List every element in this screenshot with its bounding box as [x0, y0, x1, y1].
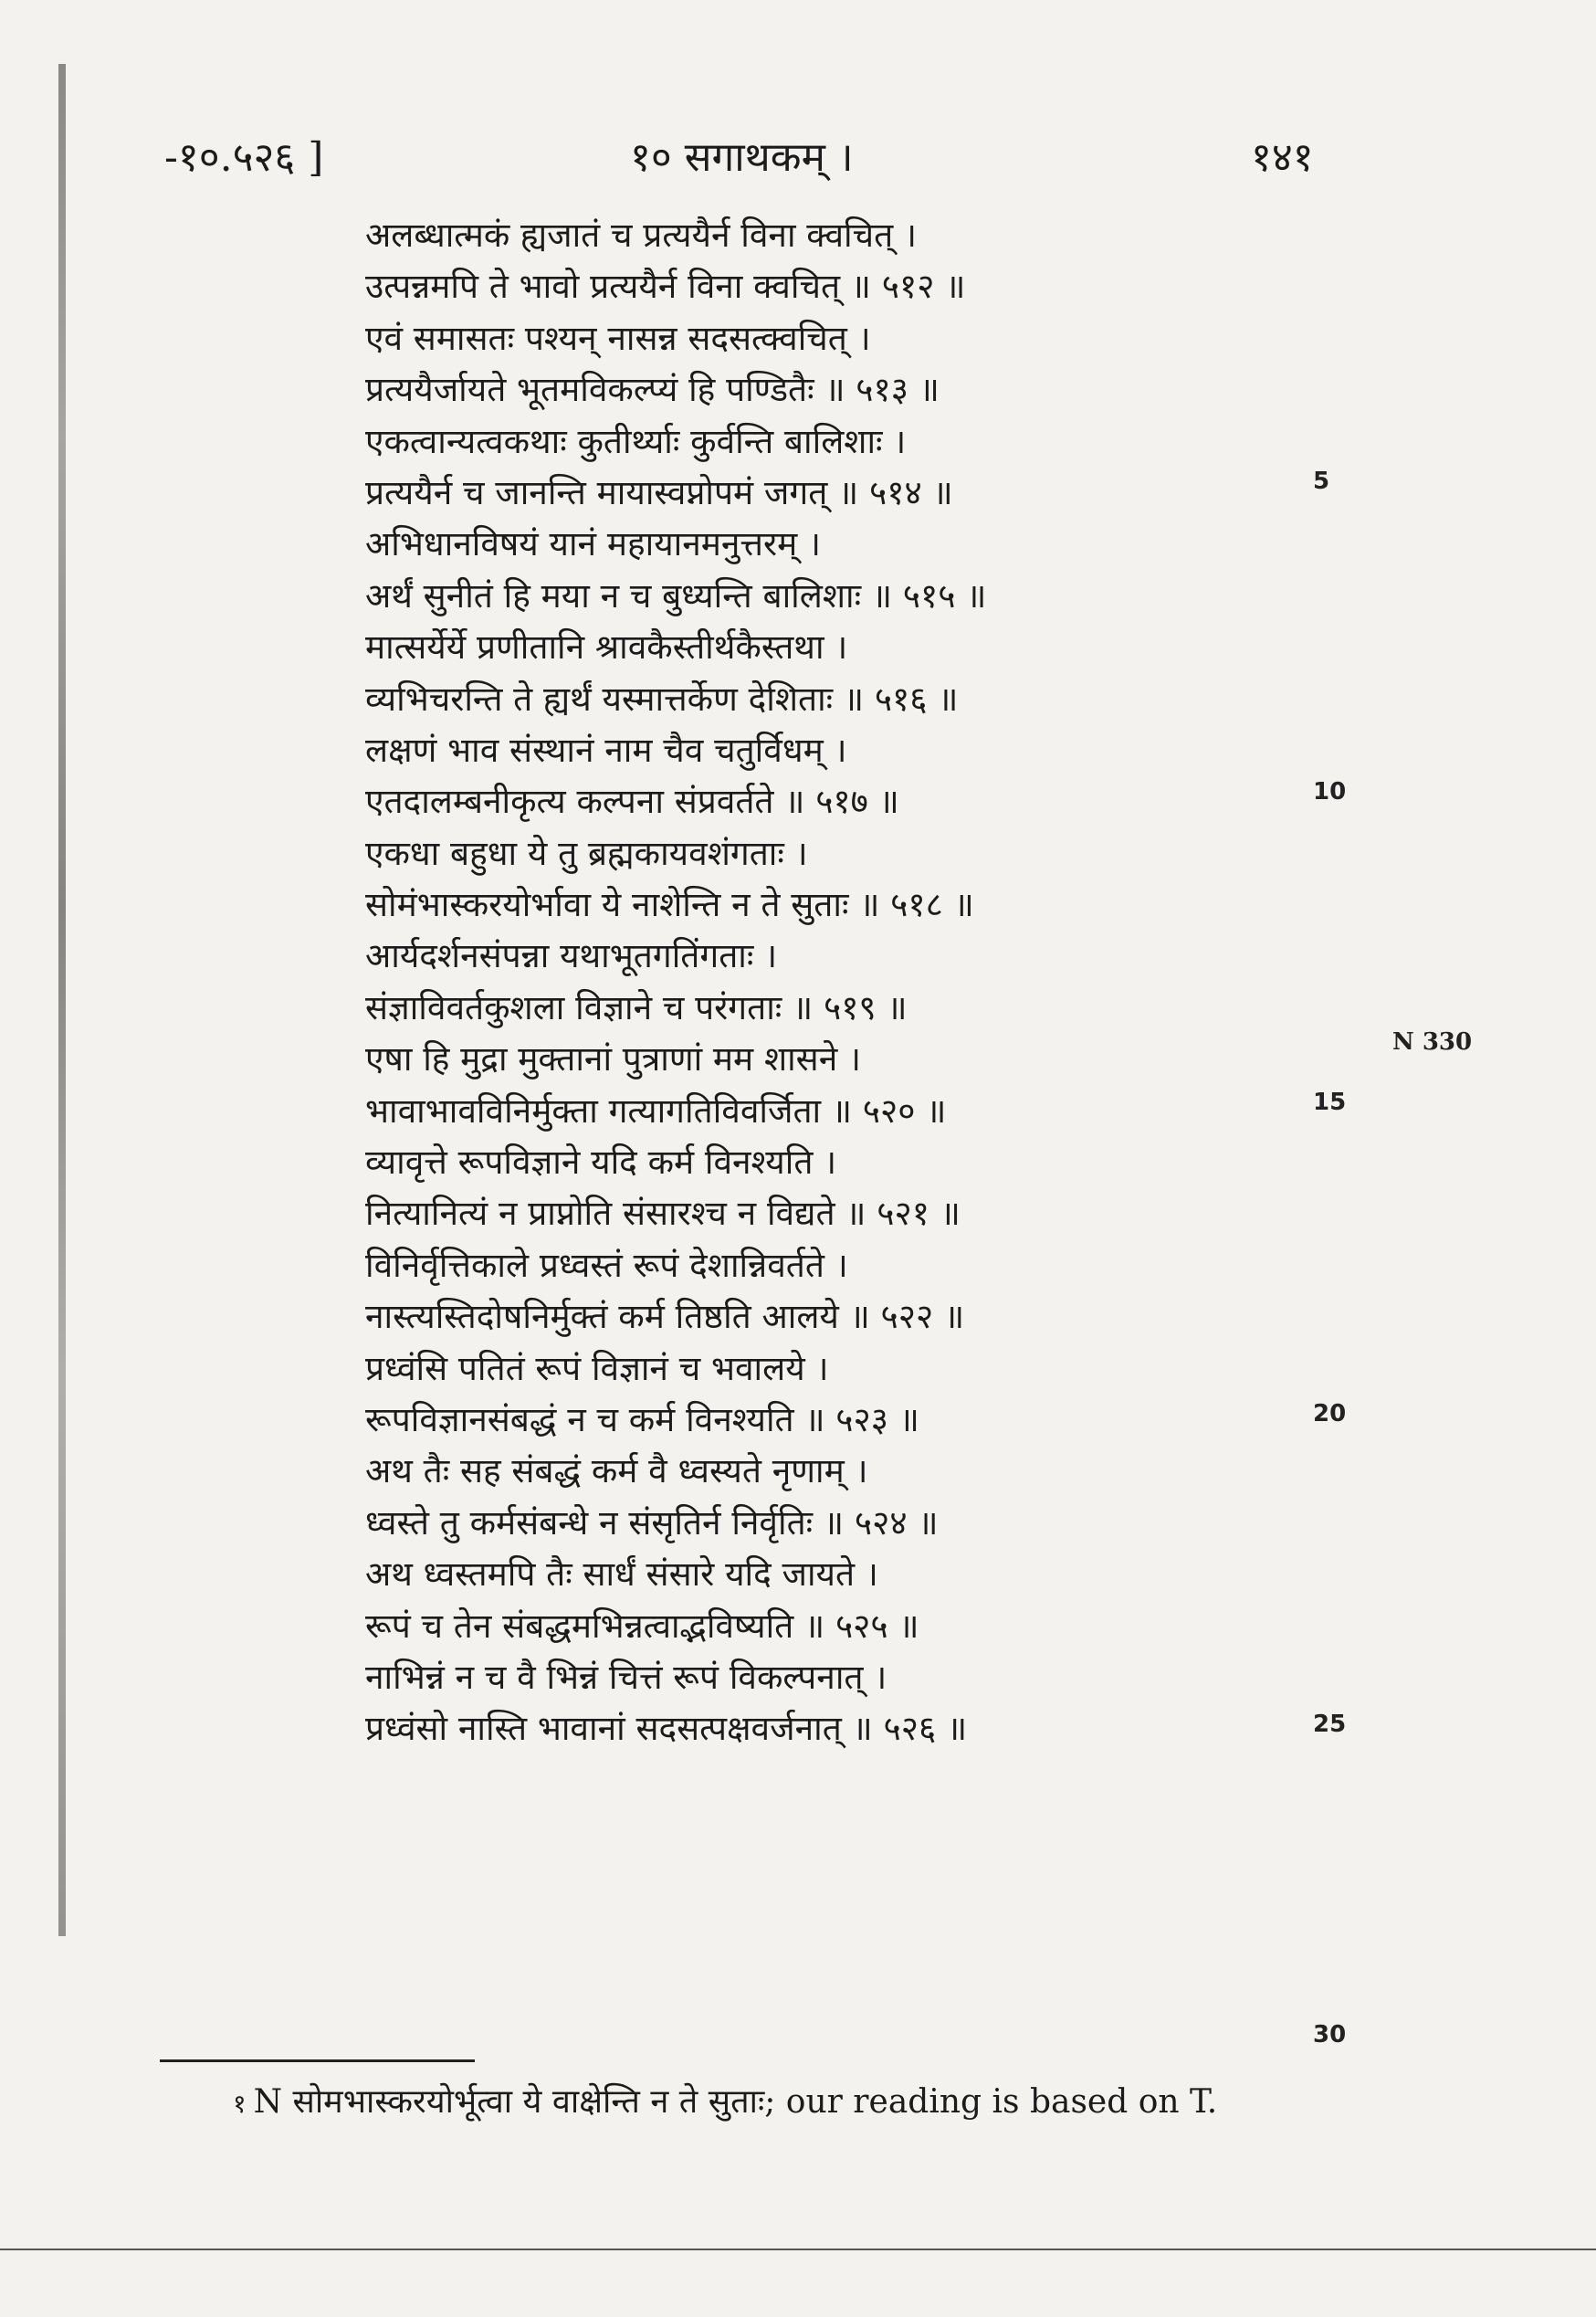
- verse-line: मात्सर्येर्ये प्रणीतानि श्रावकैस्तीर्थकैस्तथा ।: [365, 627, 848, 668]
- verse-line: ध्वस्ते तु कर्मसंबन्धे न संसृतिर्न निर्वृतिः ॥ ५२४ ॥: [365, 1502, 939, 1543]
- verse-line: एकत्वान्यत्वकथाः कुतीर्थ्याः कुर्वन्ति बालिशाः ।: [365, 421, 907, 461]
- line-number-marker: 15: [1313, 1089, 1347, 1116]
- verse-line: नित्यानित्यं न प्राप्नोति संसारश्च न विद्यते ॥ ५२१ ॥: [365, 1194, 961, 1234]
- verse-line: नास्त्यस्तिदोषनिर्मुक्तं कर्म तिष्ठति आलये ॥ ५२२ ॥: [365, 1297, 965, 1337]
- verse-line: प्रध्वंसो नास्ति भावानां सदसत्पक्षवर्जनात् ॥ ५२६ ॥: [365, 1709, 968, 1749]
- verse-line: एवं समासतः पश्यन् नासन्न सदसत्क्वचित् ।: [365, 318, 871, 358]
- verse-line: एकधा बहुधा ये तु ब्रह्मकायवशंगताः ।: [365, 833, 808, 873]
- manuscript-folio-reference: N 330: [1392, 1028, 1473, 1056]
- verse-line: संज्ञाविवर्तकुशला विज्ञाने च परंगताः ॥ ५१९ ॥: [365, 987, 908, 1027]
- running-header: [0, 128, 1596, 192]
- line-number-marker: 10: [1313, 778, 1347, 806]
- verse-line: अर्थं सुनीतं हि मया न च बुध्यन्ति बालिशाः ॥ ५१५ ॥: [365, 575, 987, 616]
- verse-line: व्यभिचरन्ति ते ह्यर्थं यस्मात्तर्केण देशिताः ॥ ५१६ ॥: [365, 679, 959, 719]
- footnote-divider: [160, 2059, 475, 2062]
- verse-line: प्रध्वंसि पतितं रूपं विज्ञानं च भवालये ।: [365, 1348, 829, 1388]
- line-number-marker: 5: [1313, 468, 1330, 495]
- line-number-marker: 20: [1313, 1400, 1347, 1427]
- footnote: [233, 2078, 1217, 2122]
- verse-line: प्रत्ययैर्न च जानन्ति मायास्वप्नोपमं जगत् ॥ ५१४ ॥: [365, 472, 953, 512]
- verse-line: रूपं च तेन संबद्धमभिन्नत्वाद्भविष्यति ॥ ५२५ ॥: [365, 1606, 919, 1646]
- line-number-marker: 30: [1313, 2021, 1347, 2048]
- verse-line: प्रत्ययैर्जायते भूतमविकल्प्यं हि पण्डितैः ॥ ५१३ ॥: [365, 370, 940, 410]
- verse-line: व्यावृत्ते रूपविज्ञाने यदि कर्म विनश्यति ।: [365, 1143, 837, 1183]
- verse-line: सोमंभास्करयोर्भावा ये नाशेन्ति न ते सुताः ॥ ५१८ ॥: [365, 885, 974, 925]
- verse-line: रूपविज्ञानसंबद्धं न च कर्म विनश्यति ॥ ५२३ ॥: [365, 1399, 919, 1439]
- footnote-text: N सोमभास्करयोर्भूत्वा ये वाक्षेन्ति न ते सुताः; our reading is based on T.: [253, 2083, 1218, 2121]
- verse-line: भावाभावविनिर्मुक्ता गत्यागतिविवर्जिता ॥ ५२० ॥: [365, 1090, 947, 1131]
- verse-line: एतदालम्बनीकृत्य कल्पना संप्रवर्तते ॥ ५१७ ॥: [365, 782, 899, 822]
- verse-line: उत्पन्नमपि ते भावो प्रत्ययैर्न विना क्वचित् ॥ ५१२ ॥: [365, 267, 966, 307]
- verse-line: नाभिन्नं न च वै भिन्नं चित्तं रूपं विकल्पनात् ।: [365, 1657, 887, 1697]
- page-bottom-edge: [0, 2249, 1596, 2250]
- verse-line: अभिधानविषयं यानं महायानमनुत्तरम् ।: [365, 524, 822, 564]
- verse-line: एषा हि मुद्रा मुक्तानां पुत्राणां मम शासने ।: [365, 1039, 862, 1080]
- footnote-marker: १: [233, 2089, 247, 2119]
- verse-line: आर्यदर्शनसंपन्ना यथाभूतगतिंगताः ।: [365, 936, 778, 976]
- verse-line: अथ ध्वस्तमपि तैः सार्धं संसारे यदि जायते ।: [365, 1554, 878, 1595]
- page-binding-edge: [58, 64, 66, 1936]
- verse-line: अलब्धात्मकं ह्यजातं च प्रत्ययैर्न विना क्वचित् ।: [365, 216, 917, 255]
- verse-line: विनिर्वृत्तिकाले प्रध्वस्तं रूपं देशान्निवर्तते ।: [365, 1245, 848, 1285]
- header-page-number: १४१: [1251, 134, 1314, 181]
- header-verse-range: -१०.५२६ ]: [164, 134, 324, 181]
- verse-line: लक्षणं भाव संस्थानं नाम चैव चतुर्विधम् ।: [365, 730, 847, 770]
- verse-line: अथ तैः सह संबद्धं कर्म वै ध्वस्यते नृणाम् ।: [365, 1451, 868, 1491]
- verse-text-block: [365, 210, 1278, 1755]
- line-number-marker: 25: [1313, 1711, 1347, 1738]
- header-chapter-title: १० सगाथकम् ।: [630, 134, 854, 181]
